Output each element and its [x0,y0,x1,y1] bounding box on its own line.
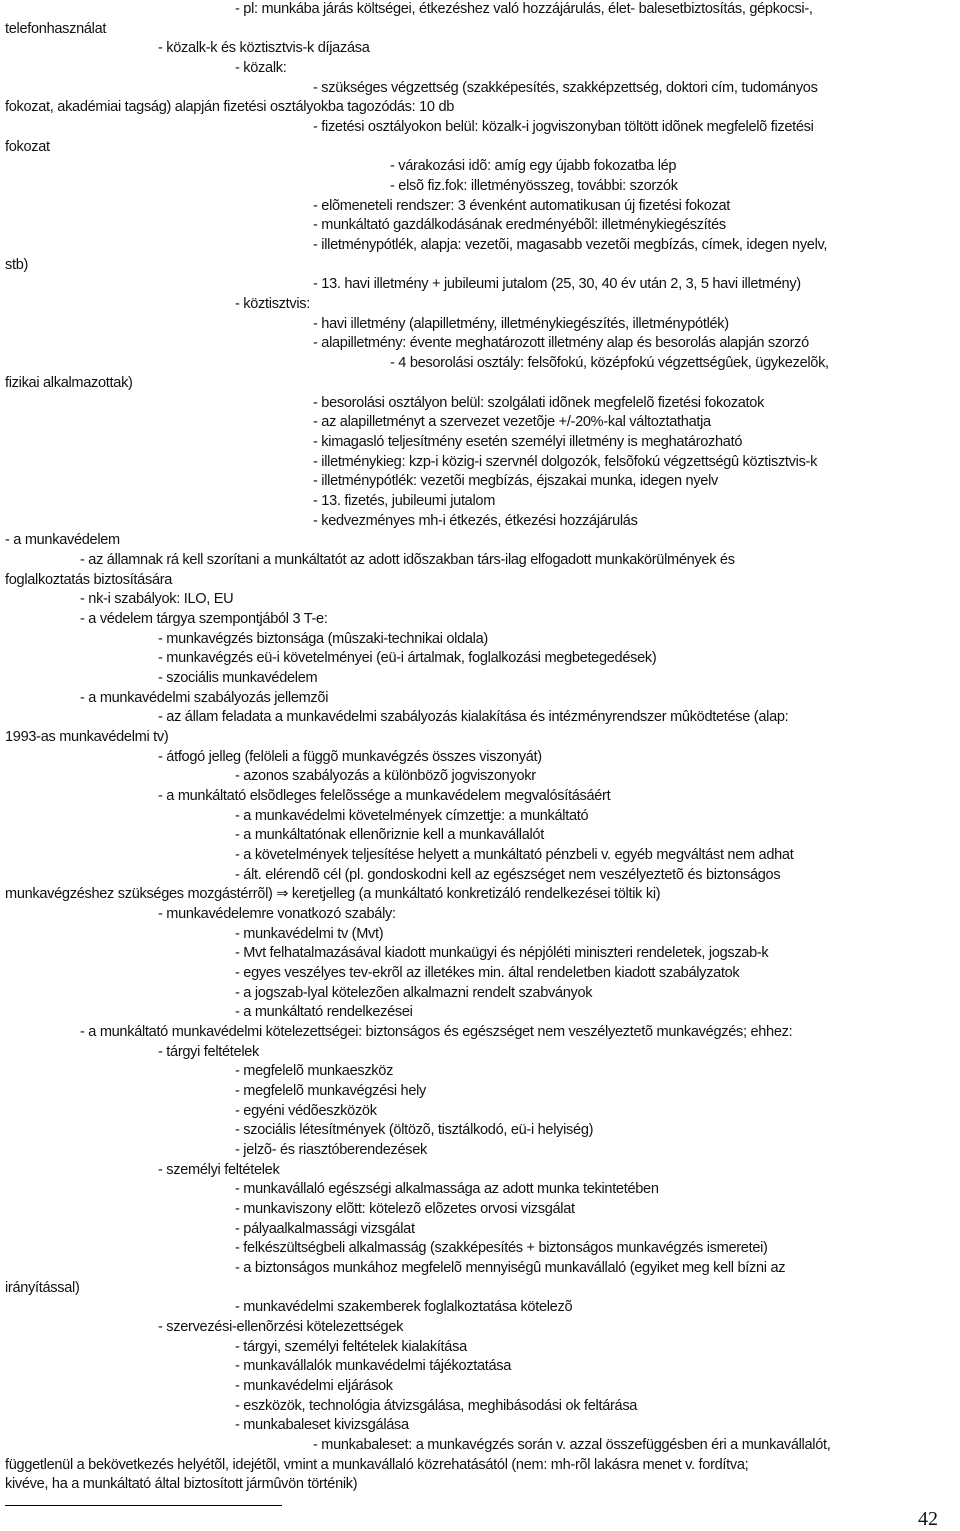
text-line: - a munkáltató elsõdleges felelõssége a munkavédelem megvalósításáért [158,788,611,804]
text-line: - munkavédelmi tv (Mvt) [235,926,384,942]
text-line: - azonos szabályozás a különbözõ jogviszonyokr [235,768,536,784]
text-line: irányítással) [5,1280,80,1296]
text-line: - tárgyi, személyi feltételek kialakítása [235,1339,467,1355]
text-line: - szociális munkavédelem [158,670,318,686]
text-line: - alapilletmény: évente meghatározott illetmény alap és besorolás alapján szorzó [313,335,809,351]
text-line: - munkaviszony elõtt: kötelezõ elõzetes orvosi vizsgálat [235,1201,575,1217]
text-line: - elõmeneteli rendszer: 3 évenként automatikusan új fizetési fokozat [313,198,731,214]
text-line: - kedvezményes mh-i étkezés, étkezési hozzájárulás [313,513,638,529]
text-line: - munkavállaló egészségi alkalmassága az adott munka tekintetében [235,1181,659,1197]
text-line: - várakozási idõ: amíg egy újabb fokozatba lép [390,158,677,174]
text-line: - a követelmények teljesítése helyett a munkáltató pénzbeli v. egyéb megváltást nem adhat [235,847,794,863]
text-line: 1993-as munkavédelmi tv) [5,729,169,745]
text-line: - munkabaleset: a munkavégzés során v. azzal összefüggésben éri a munkavállalót, [313,1437,831,1453]
text-line: foglalkoztatás biztosítására [5,572,173,588]
text-line: - elsõ fiz.fok: illetményösszeg, további: szorzók [390,178,678,194]
text-line: - megfelelõ munkavégzési hely [235,1083,427,1099]
text-line: fizikai alkalmazottak) [5,375,133,391]
text-line: munkavégzéshez szükséges mozgástérrõl) ⇒ keretjelleg (a munkáltató konkretizáló rendelkezései töltik ki) [5,886,661,902]
text-line: - felkészültségbeli alkalmasság (szakképesítés + biztonságos munkavégzés ismeretei) [235,1240,768,1256]
text-line: - nk-i szabályok: ILO, EU [80,591,234,607]
text-line: - jelzõ- és riasztóberendezések [235,1142,428,1158]
text-line: - kimagasló teljesítmény esetén személyi illetmény is meghatározható [313,434,743,450]
text-line: - pályaalkalmassági vizsgálat [235,1221,415,1237]
text-line: - az alapilletményt a szervezet vezetõje +/-20%-kal változtathatja [313,414,711,430]
text-line: - munkáltató gazdálkodásának eredményébõl: illetménykiegészítés [313,217,726,233]
text-line: - havi illetmény (alapilletmény, illetménykiegészítés, illetménypótlék) [313,316,729,332]
text-line: - a munkáltató rendelkezései [235,1004,413,1020]
text-line: - illetménypótlék: vezetõi megbízás, éjszakai munka, idegen nyelv [313,473,718,489]
text-line: - illetménypótlék, alapja: vezetõi, magasabb vezetõi megbízás, címek, idegen nyelv, [313,237,828,253]
text-line: - átfogó jelleg (felöleli a függõ munkavégzés összes viszonyát) [158,749,542,765]
text-line: - munkavédelmi eljárások [235,1378,393,1394]
text-line: - munkavégzés biztonsága (mûszaki-technikai oldala) [158,631,488,647]
text-line: - a munkáltatónak ellenõriznie kell a munkavállalót [235,827,544,843]
text-line: - az állam feladata a munkavédelmi szabályozás kialakítása és intézményrendszer mûködtetése (alap: [158,709,789,725]
text-line: - pl: munkába járás költségei, étkezéshez való hozzájárulás, élet- balesetbiztosítás, gépkocsi-, [235,1,813,17]
text-line: - szervezési-ellenõrzési kötelezettségek [158,1319,404,1335]
text-line: - tárgyi feltételek [158,1044,260,1060]
text-line: - munkavédelemre vonatkozó szabály: [158,906,396,922]
text-line: - közalk-k és köztisztvis-k díjazása [158,40,370,56]
text-line: - munkavédelmi szakemberek foglalkoztatása kötelezõ [235,1299,573,1315]
text-line: - munkavállalók munkavédelmi tájékoztatása [235,1358,512,1374]
text-line: - besorolási osztályon belül: szolgálati idõnek megfelelõ fizetési fokozatok [313,395,765,411]
text-line: - a munkavédelem [5,532,120,548]
text-line: - egyéni védõeszközök [235,1103,377,1119]
page-number: 42 [918,1508,938,1530]
text-line: - 4 besorolási osztály: felsõfokú, középfokú végzettségûek, ügykezelõk, [390,355,829,371]
text-line: - munkabaleset kivizsgálása [235,1417,409,1433]
text-line: - ált. elérendõ cél (pl. gondoskodni kell az egészséget nem veszélyeztetõ és biztonságos [235,867,781,883]
text-line: telefonhasználat [5,21,107,37]
text-line: - közalk: [235,60,287,76]
text-line: - a jogszab-lyal kötelezõen alkalmazni rendelt szabványok [235,985,593,1001]
text-line: függetlenül a bekövetkezés helyétõl, idejétõl, vmint a munkavállaló közrehatásától (nem: mh-rõl lakásra menet v. fordítva; [5,1457,749,1473]
text-line: - az államnak rá kell szorítani a munkáltatót az adott idõszakban társ-ilag elfogadott munkakörülmények és [80,552,735,568]
text-line: - a munkavédelmi szabályozás jellemzõi [80,690,329,706]
text-line: - 13. fizetés, jubileumi jutalom [313,493,496,509]
text-line: - megfelelõ munkaeszköz [235,1063,394,1079]
text-line: - egyes veszélyes tev-ekrõl az illetékes min. által rendeletben kiadott szabályzatok [235,965,740,981]
text-line: fokozat, akadémiai tagság) alapján fizetési osztályokba tagozódás: 10 db [5,99,455,115]
text-line: - 13. havi illetmény + jubileumi jutalom (25, 30, 40 év után 2, 3, 5 havi illetmény) [313,276,801,292]
text-line: kivéve, ha a munkáltató által biztosított jármûvön történik) [5,1476,358,1492]
text-line: - fizetési osztályokon belül: közalk-i jogviszonyban töltött idõnek megfelelõ fizetési [313,119,814,135]
text-line: - a munkáltató munkavédelmi kötelezettségei: biztonságos és egészséget nem veszélyeztetõ munkavégzés; ehhez: [80,1024,793,1040]
footnote-rule [5,1505,282,1506]
text-line: - illetménykieg: kzp-i közig-i szervnél dolgozók, felsõfokú végzettségû köztisztvis-k [313,454,818,470]
text-line: - eszközök, technológia átvizsgálása, meghibásodási ok feltárása [235,1398,638,1414]
text-line: - a munkavédelmi követelmények címzettje: a munkáltató [235,808,589,824]
text-line: - szociális létesítmények (öltözõ, tisztálkodó, eü-i helyiség) [235,1122,594,1138]
text-line: stb) [5,257,29,273]
text-line: fokozat [5,139,50,155]
text-line: - Mvt felhatalmazásával kiadott munkaügyi és népjóléti miniszteri rendeletek, jogszab-k [235,945,769,961]
text-line: - szükséges végzettség (szakképesítés, szakképzettség, doktori cím, tudományos [313,80,818,96]
text-line: - köztisztvis: [235,296,311,312]
text-line: - személyi feltételek [158,1162,280,1178]
text-line: - a biztonságos munkához megfelelõ mennyiségû munkavállaló (egyiket meg kell bízni az [235,1260,786,1276]
text-line: - munkavégzés eü-i követelményei (eü-i ártalmak, foglalkozási megbetegedések) [158,650,657,666]
text-line: - a védelem tárgya szempontjából 3 T-e: [80,611,328,627]
